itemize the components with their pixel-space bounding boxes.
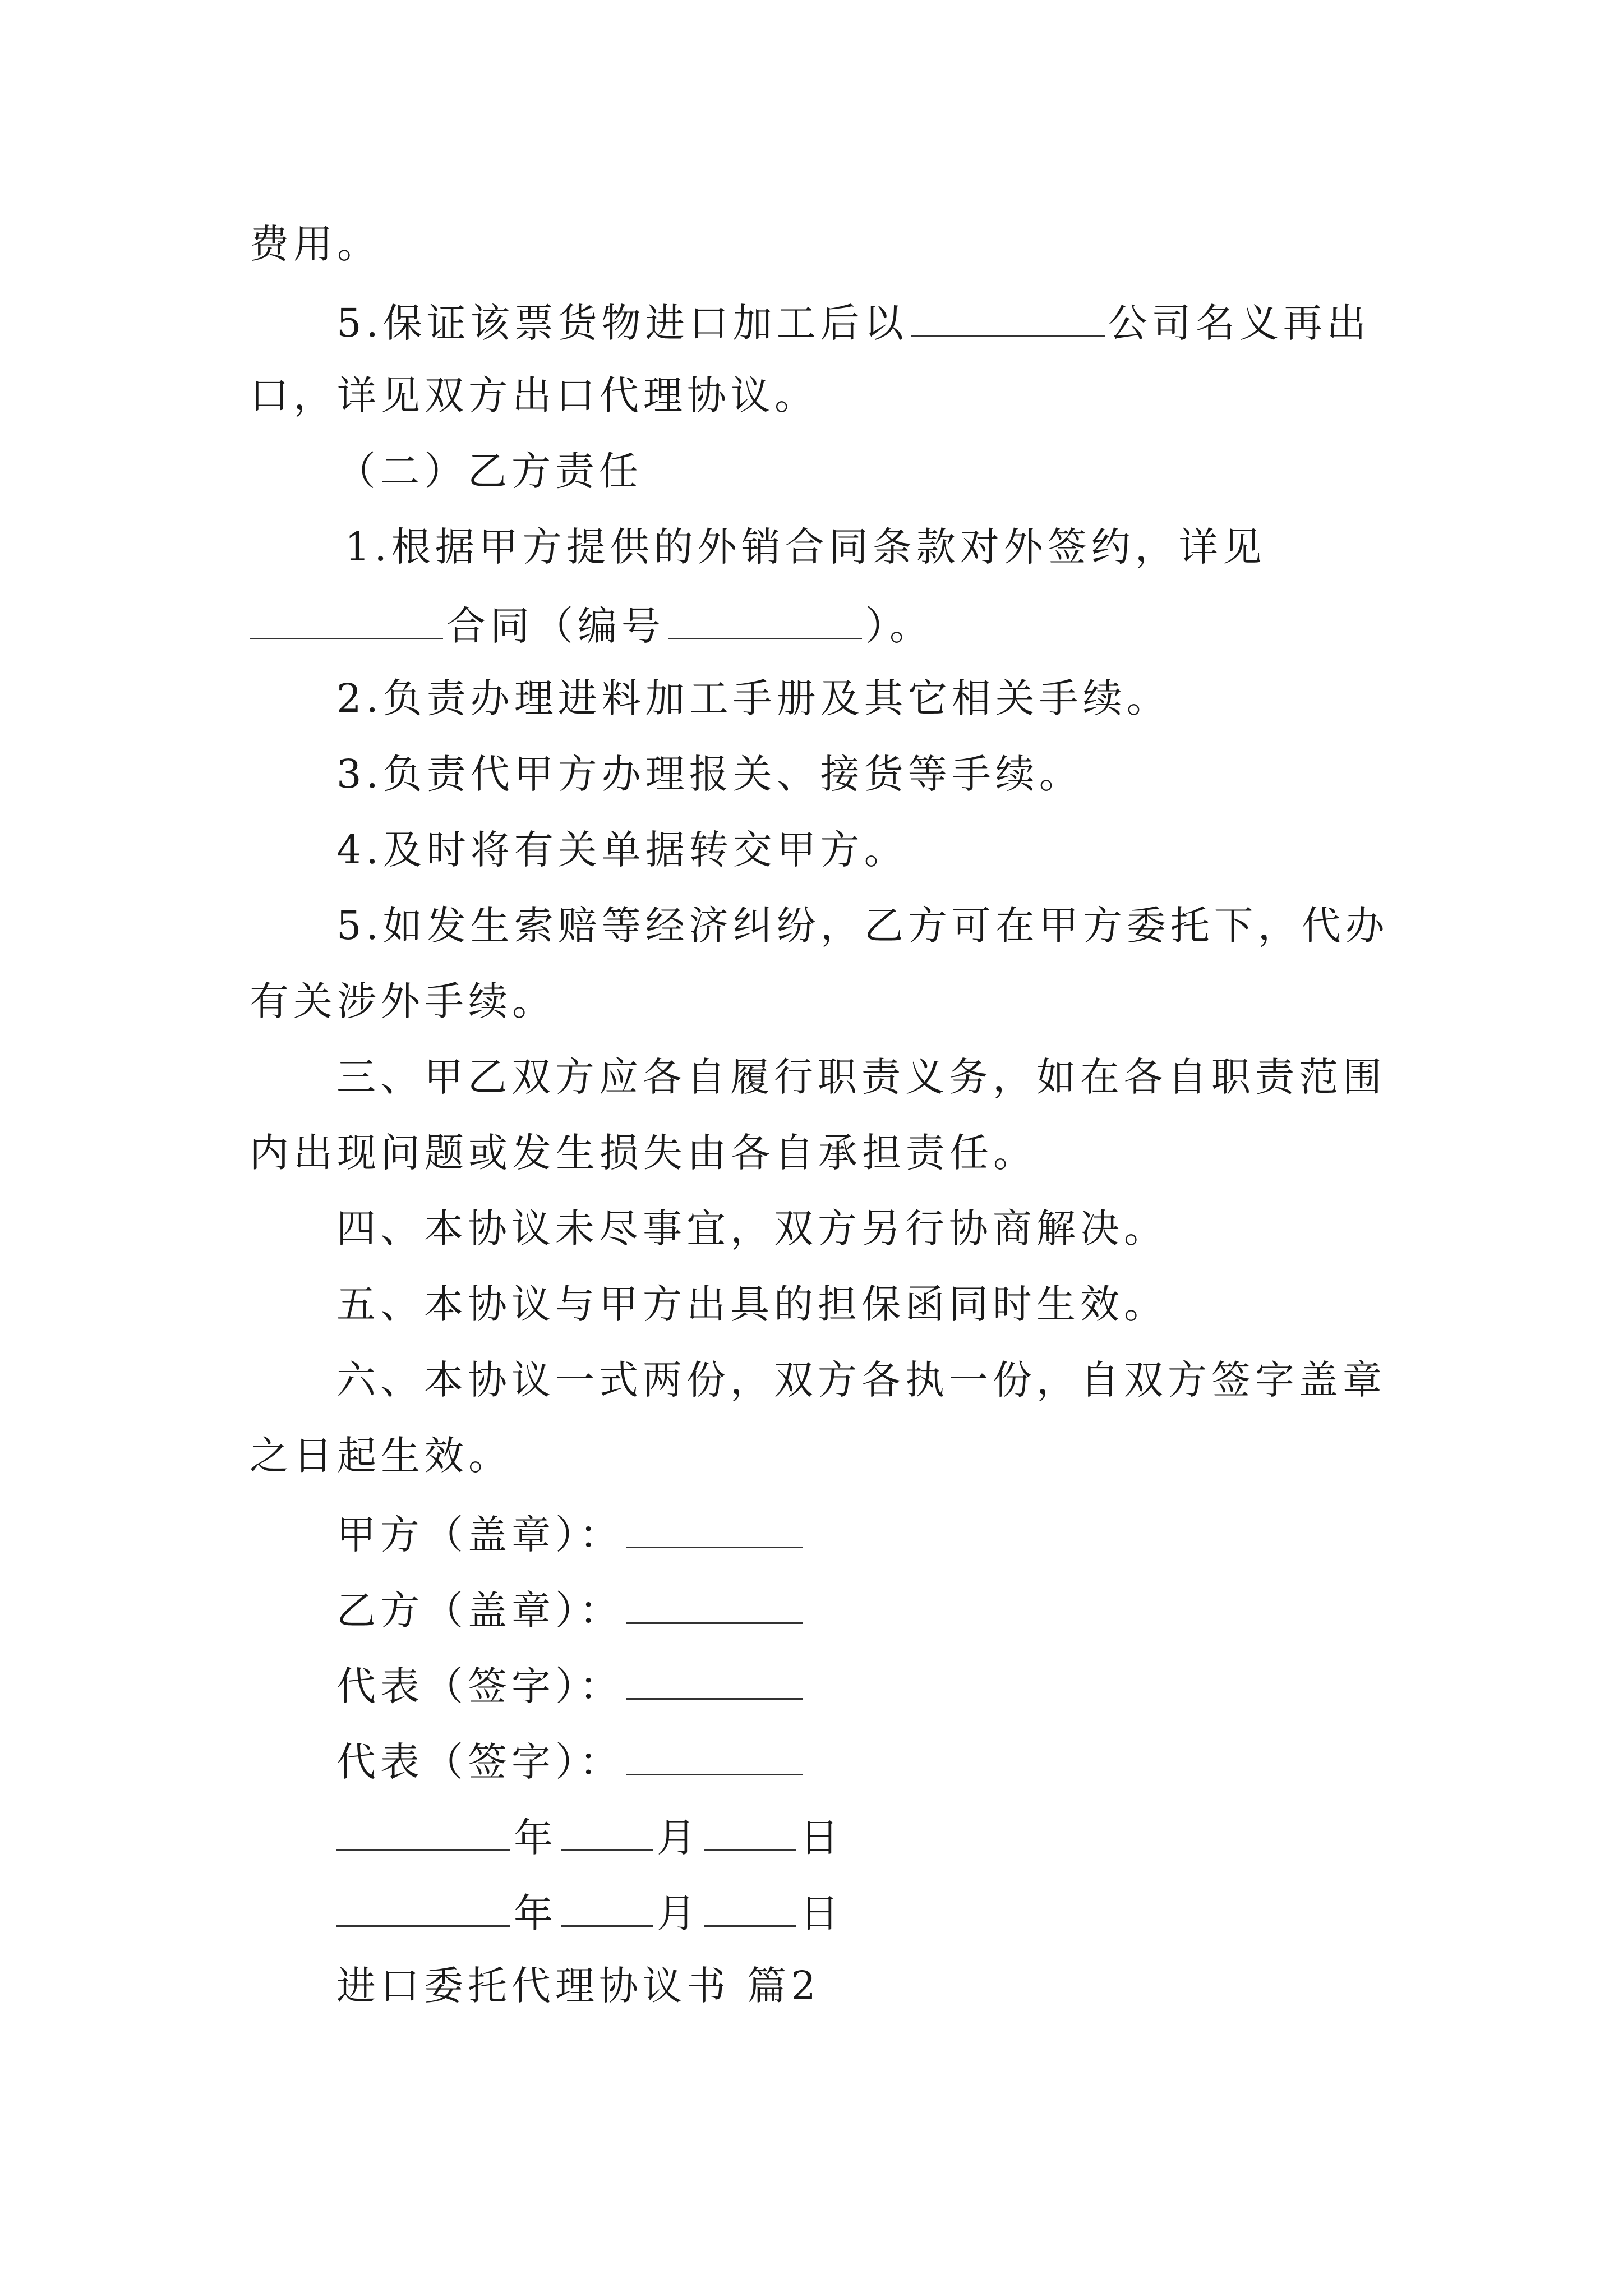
paragraph-three-line2: [250, 1130, 1388, 1176]
paragraph-text: 有关涉外手续。: [250, 978, 556, 1024]
paragraph-text: 3.负责代甲方办理报关、接货等手续。: [336, 751, 1083, 797]
paragraph-text: 之日起生效。: [250, 1433, 512, 1479]
contract-number-blank: [668, 603, 862, 639]
signature-blank: [626, 1588, 803, 1624]
paragraph-fee-end: [250, 221, 1388, 267]
paragraph-item-5-line2: [250, 372, 1388, 418]
year-blank: [336, 1890, 510, 1927]
month-blank: [561, 1890, 653, 1927]
signature-line-representative-2: [336, 1739, 1475, 1785]
date-year-label: 年: [514, 1890, 557, 1936]
date-day-label: 日: [800, 1890, 843, 1936]
signature-blank: [626, 1663, 803, 1700]
signature-label: 代表（签字）：: [336, 1663, 623, 1709]
paragraph-text: 5.保证该票货物进口加工后以: [336, 300, 908, 346]
paragraph-text: 费用。: [250, 221, 381, 267]
date-line-1: [336, 1815, 1475, 1861]
day-blank: [704, 1890, 796, 1927]
paragraph-text: 五、本协议与甲方出具的担保函同时生效。: [336, 1281, 1168, 1327]
contract-name-blank: [250, 603, 443, 639]
heading-text: 进口委托代理协议书 篇2: [336, 1963, 820, 2009]
month-blank: [561, 1815, 653, 1851]
paragraph-b1-line1: [345, 524, 1483, 570]
next-section-heading: [336, 1963, 1475, 2009]
paragraph-three-line1: [336, 1054, 1475, 1100]
signature-blank: [626, 1739, 803, 1775]
paragraph-text: 4.及时将有关单据转交甲方。: [336, 827, 908, 873]
paragraph-text: 三、甲乙双方应各自履行职责义务，如在各自职责范围: [336, 1054, 1386, 1100]
signature-line-representative-1: [336, 1663, 1475, 1709]
signature-line-party-b: [336, 1588, 1475, 1634]
date-month-label: 月: [657, 1815, 700, 1861]
paragraph-text: 公司名义再出: [1108, 300, 1371, 346]
date-day-label: 日: [800, 1815, 843, 1861]
paragraph-four: [336, 1205, 1475, 1251]
paragraph-b5-line1: [336, 903, 1475, 949]
paragraph-text: 合同（编号: [446, 603, 665, 649]
paragraph-item-5-line1: [336, 300, 1475, 346]
paragraph-b2: [336, 675, 1475, 721]
paragraph-b3: [336, 751, 1475, 797]
paragraph-text: 六、本协议一式两份，双方各执一份，自双方签字盖章: [336, 1357, 1386, 1403]
signature-label: 甲方（盖章）：: [336, 1512, 623, 1558]
signature-blank: [626, 1512, 803, 1548]
paragraph-six-line2: [250, 1433, 1388, 1479]
date-year-label: 年: [514, 1815, 557, 1861]
paragraph-text: 1.根据甲方提供的外销合同条款对外签约，详见: [345, 524, 1266, 570]
day-blank: [704, 1815, 796, 1851]
signature-label: 代表（签字）：: [336, 1739, 623, 1785]
paragraph-b1-line2: [250, 603, 1388, 649]
paragraph-text: 四、本协议未尽事宜，双方另行协商解决。: [336, 1205, 1168, 1251]
paragraph-text: 口，详见双方出口代理协议。: [250, 372, 818, 418]
paragraph-five: [336, 1281, 1475, 1327]
year-blank: [336, 1815, 510, 1851]
paragraph-six-line1: [336, 1357, 1475, 1403]
signature-line-party-a: [336, 1512, 1475, 1558]
section-heading-party-b: [336, 448, 1475, 494]
paragraph-text: 内出现问题或发生损失由各自承担责任。: [250, 1130, 1037, 1176]
signature-label: 乙方（盖章）：: [336, 1588, 623, 1634]
paragraph-text: 5.如发生索赔等经济纠纷，乙方可在甲方委托下，代办: [336, 903, 1389, 949]
paragraph-text: 2.负责办理进料加工手册及其它相关手续。: [336, 675, 1170, 721]
section-heading-text: （二）乙方责任: [336, 448, 643, 494]
date-month-label: 月: [657, 1890, 700, 1936]
paragraph-b5-line2: [250, 978, 1388, 1024]
paragraph-text: ）。: [865, 603, 933, 649]
paragraph-b4: [336, 827, 1475, 873]
company-name-blank: [911, 300, 1105, 337]
date-line-2: [336, 1890, 1475, 1936]
